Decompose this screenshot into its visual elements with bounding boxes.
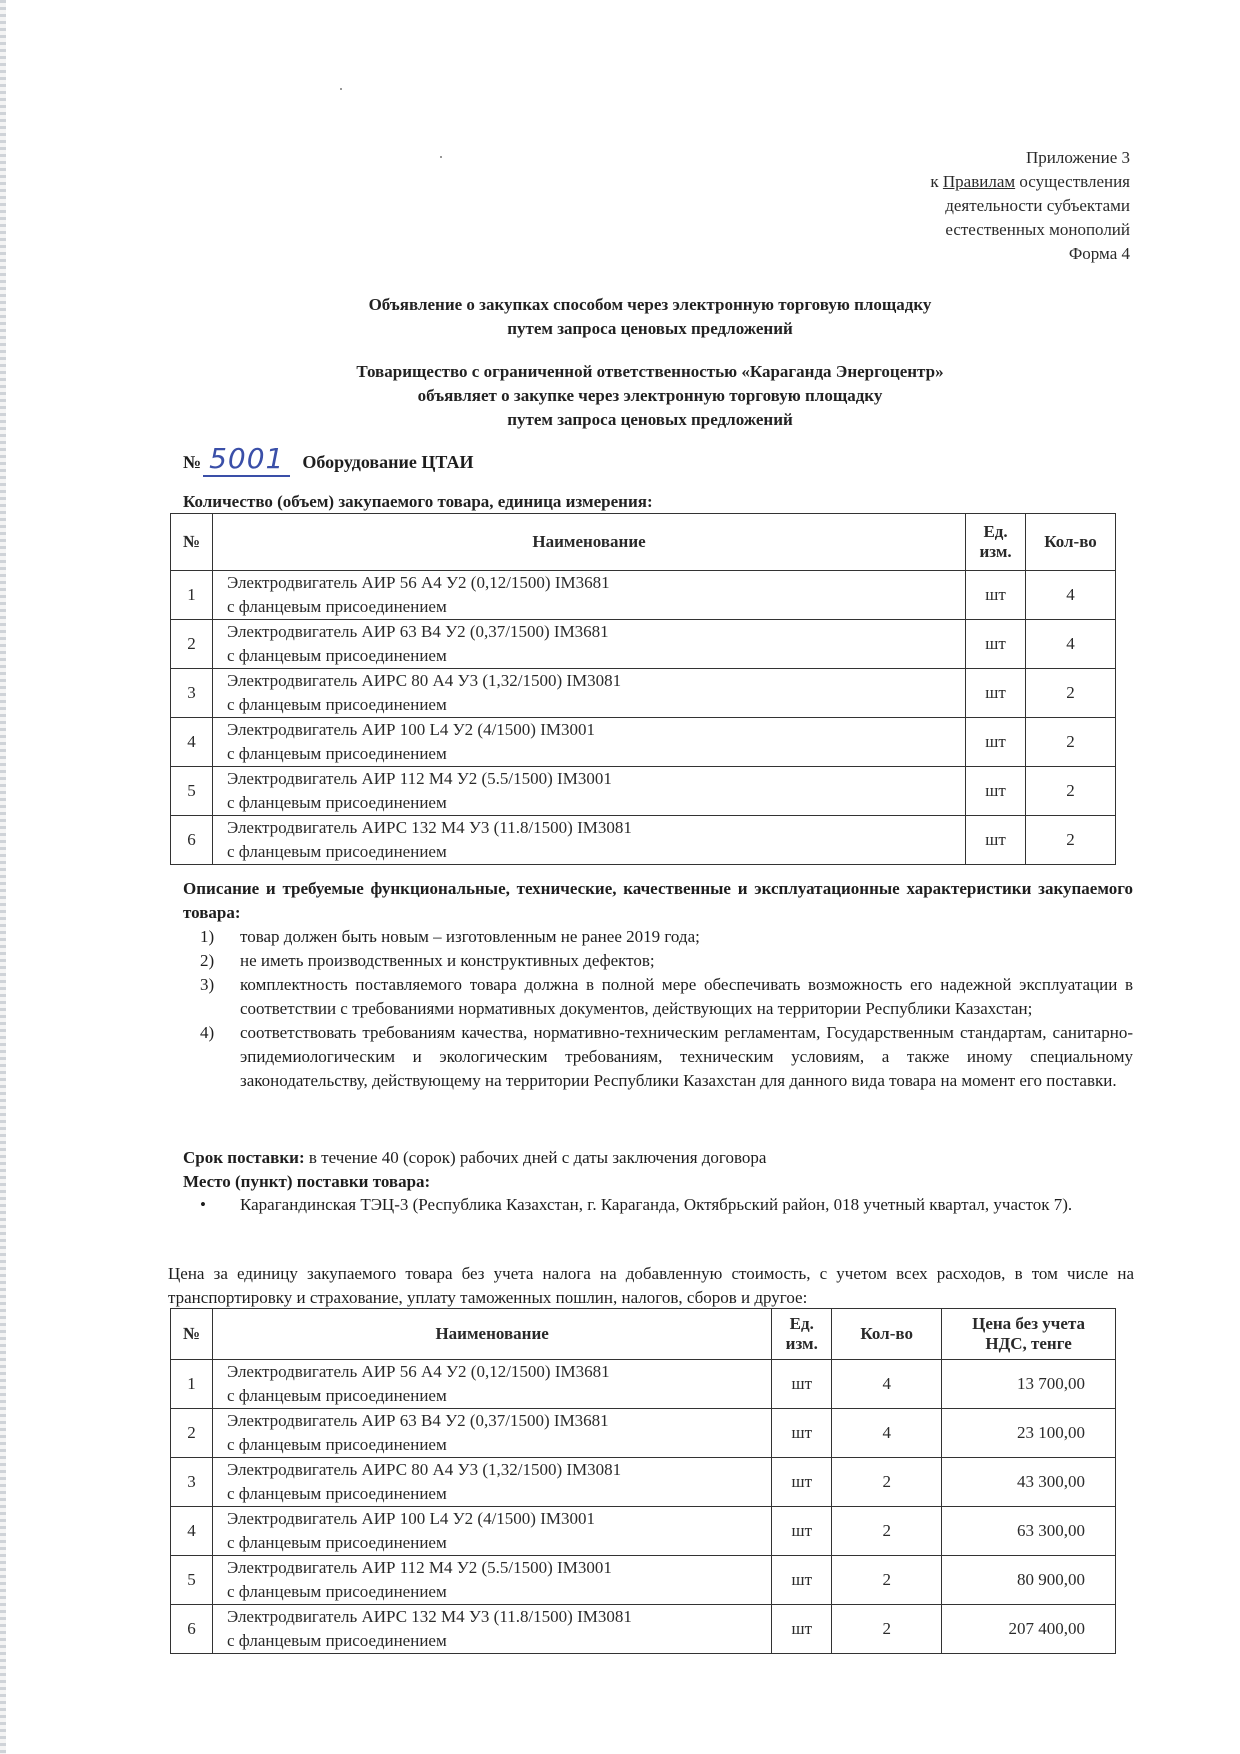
heading-line: путем запроса ценовых предложений (507, 319, 793, 338)
row-unit: шт (772, 1605, 832, 1654)
header-qty: Кол-во (832, 1309, 942, 1360)
header-unit-line: изм. (785, 1334, 818, 1353)
header-unit-line: Ед. (789, 1314, 814, 1333)
table-row (171, 620, 1116, 669)
row-name (212, 571, 965, 620)
row-name-line: с фланцевым присоединением (226, 646, 447, 665)
row-qty: 2 (832, 1605, 942, 1654)
price-table (170, 1308, 1116, 1654)
row-num: 6 (171, 1605, 213, 1654)
appendix-line (770, 170, 1130, 194)
list-item (200, 949, 1133, 973)
row-name-line: с фланцевым присоединением (226, 842, 447, 861)
list-item-text: не иметь производственных и конструктивных дефектов; (240, 951, 655, 970)
row-name-line: с фланцевым присоединением (226, 1484, 447, 1503)
delivery-place (200, 1193, 1133, 1217)
row-num: 5 (171, 1556, 213, 1605)
description-label: Описание и требуемые функциональные, технические, качественные и эксплуатационные характеристики закупаемого товара: (183, 879, 1133, 922)
header-num: № (171, 1309, 213, 1360)
row-price: 43 300,00 (942, 1458, 1116, 1507)
row-name-line: с фланцевым присоединением (226, 1582, 447, 1601)
row-price: 13 700,00 (942, 1360, 1116, 1409)
row-name-line: Электродвигатель АИРС 132 М4 У3 (11.8/1500) IM3081 (226, 818, 632, 837)
row-price: 80 900,00 (942, 1556, 1116, 1605)
row-price: 23 100,00 (942, 1409, 1116, 1458)
row-name (212, 1605, 771, 1654)
list-item (200, 973, 1133, 1021)
price-intro: Цена за единицу закупаемого товара без учета налога на добавленную стоимость, с учетом всех расходов, в том числе на транспортировку и страхование, уплату таможенных пошлин, налогов, сборов и другое: (168, 1264, 1134, 1307)
table-row (171, 669, 1116, 718)
table-row (171, 1458, 1116, 1507)
list-item-number: 4) (200, 1023, 215, 1042)
row-name-line: Электродвигатель АИР 100 L4 У2 (4/1500) IM3001 (226, 1509, 595, 1528)
list-item-number: 3) (200, 975, 215, 994)
row-unit: шт (966, 718, 1026, 767)
row-qty: 4 (1026, 571, 1116, 620)
row-num: 4 (171, 1507, 213, 1556)
list-item-number: 2) (200, 951, 215, 970)
row-name-line: Электродвигатель АИР 56 А4 У2 (0,12/1500) IM3681 (226, 1362, 610, 1381)
table-row (171, 1605, 1116, 1654)
table-row (171, 767, 1116, 816)
row-name-line: с фланцевым присоединением (226, 597, 447, 616)
header-qty: Кол-во (1026, 514, 1116, 571)
table-row (171, 718, 1116, 767)
row-name (212, 1556, 771, 1605)
row-name-line: Электродвигатель АИРС 132 М4 У3 (11.8/1500) IM3081 (226, 1607, 632, 1626)
row-name-line: с фланцевым присоединением (226, 793, 447, 812)
row-unit: шт (966, 669, 1026, 718)
lot-title: Оборудование ЦТАИ (302, 452, 474, 472)
row-name (212, 620, 965, 669)
quantity-label: Количество (объем) закупаемого товара, единица измерения: (183, 492, 653, 511)
list-item-number: 1) (200, 927, 215, 946)
table-row (171, 1507, 1116, 1556)
header-name: Наименование (212, 514, 965, 571)
rules-link: Правилам (942, 172, 1016, 191)
bullet-icon: • (200, 1195, 206, 1214)
table-header-row (171, 1309, 1116, 1360)
list-item (200, 925, 1133, 949)
row-name-line: с фланцевым присоединением (226, 1631, 447, 1650)
row-qty: 4 (832, 1409, 942, 1458)
heading-line: путем запроса ценовых предложений (507, 410, 793, 429)
row-name (212, 1409, 771, 1458)
table-header-row (171, 514, 1116, 571)
row-num: 5 (171, 767, 213, 816)
appendix-line: естественных монополий (945, 220, 1130, 239)
row-unit: шт (966, 571, 1026, 620)
lot-prefix: № (183, 452, 202, 472)
row-name (212, 718, 965, 767)
appendix-text: к (930, 172, 943, 191)
row-name-line: Электродвигатель АИРС 80 А4 У3 (1,32/1500) IM3081 (226, 671, 622, 690)
row-unit: шт (966, 620, 1026, 669)
row-price: 207 400,00 (942, 1605, 1116, 1654)
delivery-term (183, 1146, 766, 1170)
header-unit (966, 514, 1026, 571)
row-name-line: Электродвигатель АИР 56 А4 У2 (0,12/1500) IM3681 (226, 573, 610, 592)
row-name (212, 816, 965, 865)
row-name-line: с фланцевым присоединением (226, 1435, 447, 1454)
row-name (212, 1458, 771, 1507)
row-num: 2 (171, 620, 213, 669)
table-row (171, 816, 1116, 865)
row-qty: 4 (832, 1360, 942, 1409)
row-num: 4 (171, 718, 213, 767)
table-row (171, 1360, 1116, 1409)
row-unit: шт (772, 1458, 832, 1507)
header-unit-line: изм. (979, 542, 1012, 561)
row-unit: шт (772, 1507, 832, 1556)
row-qty: 2 (1026, 816, 1116, 865)
row-qty: 2 (1026, 669, 1116, 718)
delivery-term-label: Срок поставки: (183, 1148, 305, 1167)
row-num: 1 (171, 1360, 213, 1409)
lot-number-handwritten: 5001 (203, 442, 290, 477)
organizer-heading (160, 360, 1140, 432)
announcement-heading (160, 293, 1140, 341)
row-num: 2 (171, 1409, 213, 1458)
row-qty: 4 (1026, 620, 1116, 669)
row-qty: 2 (832, 1507, 942, 1556)
row-qty: 2 (832, 1556, 942, 1605)
row-num: 3 (171, 669, 213, 718)
row-unit: шт (772, 1556, 832, 1605)
row-name-line: с фланцевым присоединением (226, 1386, 447, 1405)
scan-speck (340, 88, 342, 90)
header-unit-line: Ед. (983, 522, 1008, 541)
row-name-line: Электродвигатель АИР 112 М4 У2 (5.5/1500) IM3001 (226, 1558, 612, 1577)
row-price: 63 300,00 (942, 1507, 1116, 1556)
row-name-line: с фланцевым присоединением (226, 744, 447, 763)
row-name (212, 669, 965, 718)
table-row (171, 1556, 1116, 1605)
row-name-line: с фланцевым присоединением (226, 1533, 447, 1552)
row-name (212, 1360, 771, 1409)
row-num: 3 (171, 1458, 213, 1507)
header-price-line: Цена без учета (972, 1314, 1086, 1333)
appendix-note (770, 146, 1130, 266)
row-name-line: Электродвигатель АИР 63 В4 У2 (0,37/1500) IM3681 (226, 1411, 609, 1430)
scan-speck (440, 156, 442, 158)
list-item-text: соответствовать требованиям качества, нормативно-техническим регламентам, Государственным стандартам, санитарно-эпидемиологическим и экологическим требованиям, техническим условиям, а также иному специальному законодательству, действующему на территории Республики Казахстан для данного вида товара на момент его поставки. (240, 1023, 1133, 1090)
row-qty: 2 (1026, 718, 1116, 767)
header-name: Наименование (212, 1309, 771, 1360)
heading-line: объявляет о закупке через электронную торговую площадку (417, 386, 883, 405)
row-qty: 2 (832, 1458, 942, 1507)
header-price-line: НДС, тенге (985, 1334, 1072, 1353)
row-unit: шт (772, 1409, 832, 1458)
row-unit: шт (966, 816, 1026, 865)
row-name-line: Электродвигатель АИРС 80 А4 У3 (1,32/1500) IM3081 (226, 1460, 622, 1479)
delivery-place-text: Карагандинская ТЭЦ-3 (Республика Казахстан, г. Караганда, Октябрьский район, 018 учетный квартал, участок 7). (240, 1195, 1073, 1214)
delivery-place-label-text: Место (пункт) поставки товара: (183, 1172, 431, 1191)
delivery-term-text: в течение 40 (сорок) рабочих дней с даты заключения договора (304, 1148, 767, 1167)
lot-line (183, 442, 473, 477)
row-name-line: Электродвигатель АИР 112 М4 У2 (5.5/1500) IM3001 (226, 769, 612, 788)
requirements-list (200, 925, 1133, 1093)
list-item-text: товар должен быть новым – изготовленным не ранее 2019 года; (240, 927, 700, 946)
quantity-table (170, 513, 1116, 865)
list-item (200, 1021, 1133, 1093)
row-num: 1 (171, 571, 213, 620)
row-num: 6 (171, 816, 213, 865)
row-unit: шт (772, 1360, 832, 1409)
appendix-line: Форма 4 (1068, 244, 1130, 263)
row-name (212, 1507, 771, 1556)
heading-line: Товарищество с ограниченной ответственностью «Караганда Энергоцентр» (356, 362, 944, 381)
table-row (171, 571, 1116, 620)
table-row (171, 1409, 1116, 1458)
delivery-place-label (183, 1170, 430, 1194)
row-name (212, 767, 965, 816)
appendix-text: осуществления (1015, 172, 1130, 191)
row-name-line: Электродвигатель АИР 100 L4 У2 (4/1500) IM3001 (226, 720, 595, 739)
heading-line: Объявление о закупках способом через электронную торговую площадку (368, 295, 932, 314)
row-name-line: с фланцевым присоединением (226, 695, 447, 714)
header-num: № (171, 514, 213, 571)
list-item-text: комплектность поставляемого товара должна в полной мере обеспечивать возможность его надежной эксплуатации в соответствии с требованиями нормативных документов, действующих на территории Республики Казахстан; (240, 975, 1133, 1018)
header-unit (772, 1309, 832, 1360)
appendix-line: Приложение 3 (1026, 148, 1130, 167)
scan-edge-artifact (0, 0, 6, 1754)
row-unit: шт (966, 767, 1026, 816)
row-qty: 2 (1026, 767, 1116, 816)
appendix-line: деятельности субъектами (945, 196, 1130, 215)
header-price (942, 1309, 1116, 1360)
row-name-line: Электродвигатель АИР 63 В4 У2 (0,37/1500) IM3681 (226, 622, 609, 641)
